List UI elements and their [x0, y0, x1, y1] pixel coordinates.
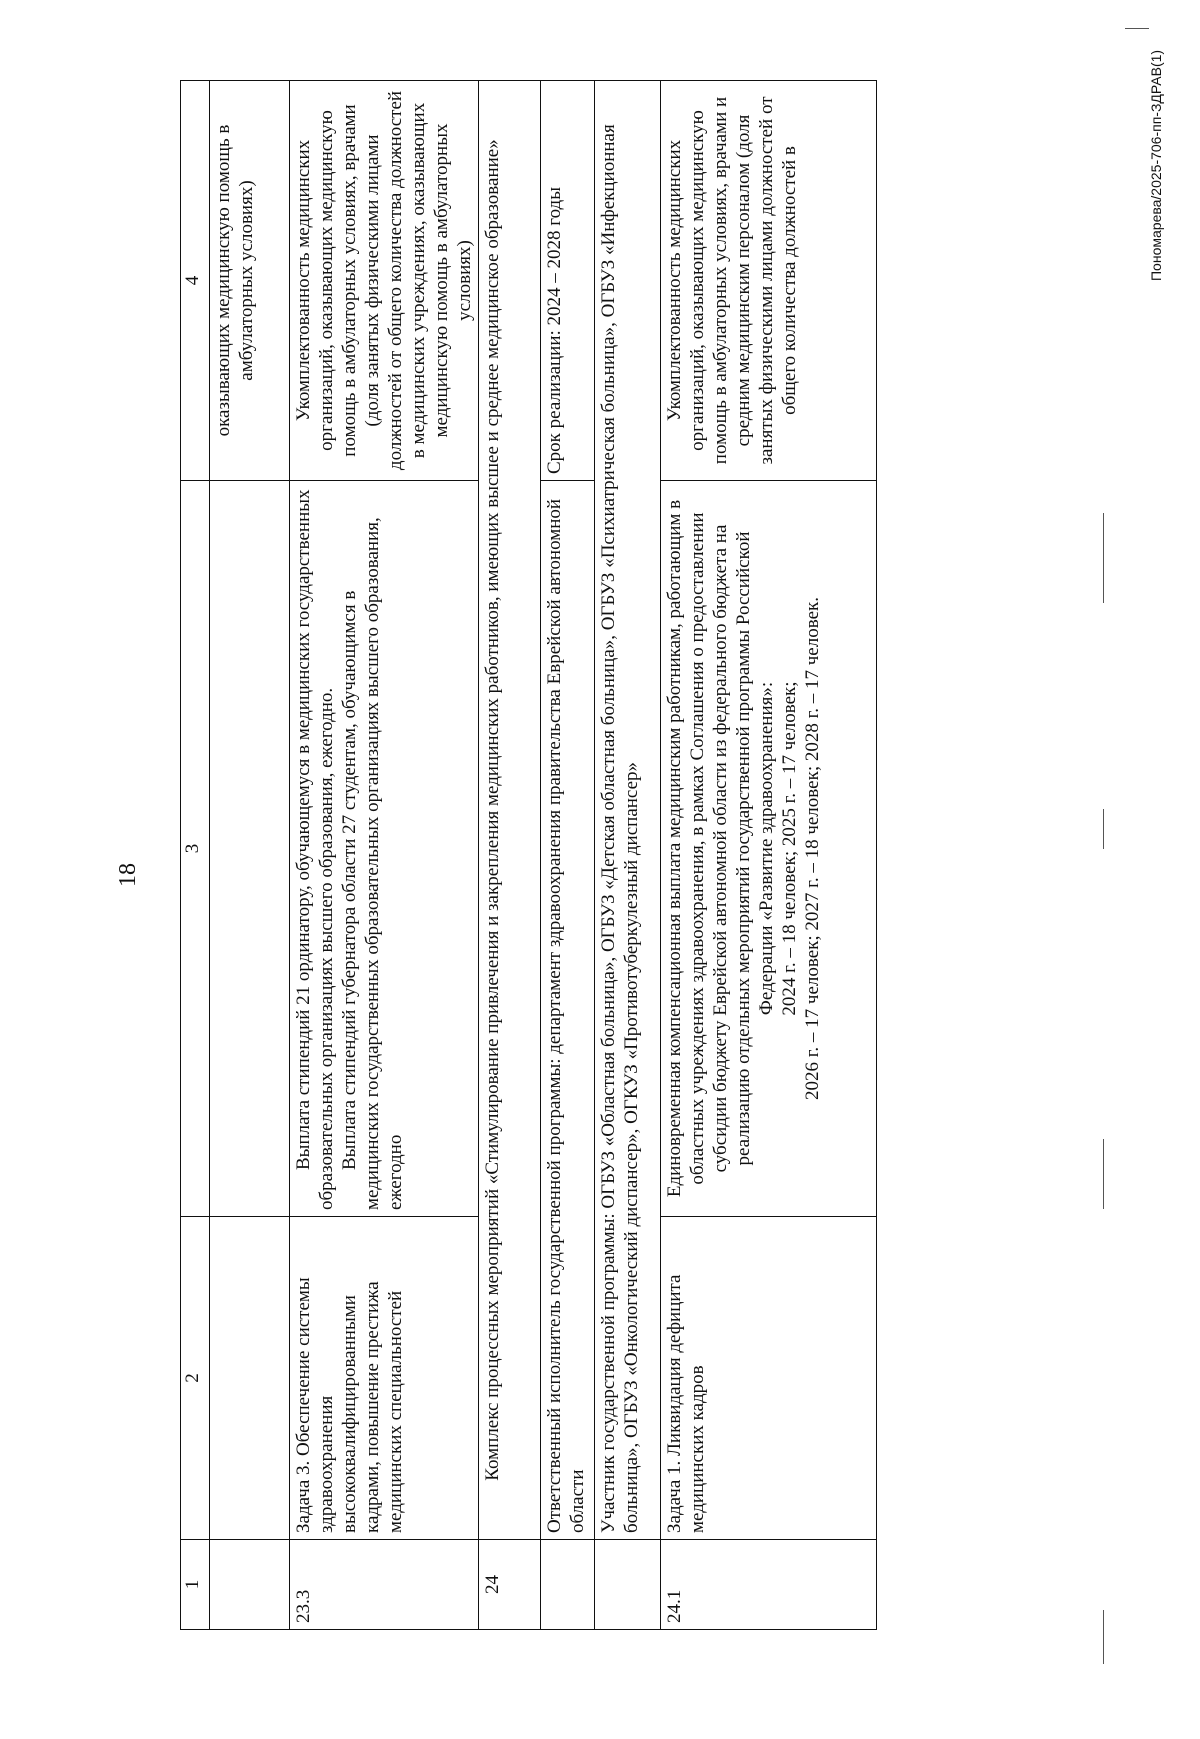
description-cell — [661, 481, 877, 1217]
table-row-24-1 — [661, 81, 877, 1630]
result-cell: Укомплектованность медицинских организаций, оказывающих медицинскую помощь в амбулаторных условиях, врачами и средним медицинским персоналом (доля занятых физическими лицами должностей от общего количества должностей в — [661, 81, 877, 481]
header-col-1: 1 — [181, 1540, 210, 1630]
responsible-row — [541, 81, 595, 1630]
result-cell: Укомплектованность медицинских организаций, оказывающих медицинскую помощь в амбулаторных условиях, врачами (доля занятых физическими лицами должностей от общего количества должностей в медицинских учреждениях, оказывающих медицинскую помощь в амбулаторных условиях) — [290, 81, 479, 481]
implementation-period: Срок реализации: 2024 – 2028 годы — [541, 81, 595, 481]
program-participant: Участник государственной программы: ОГБУЗ «Областная больница», ОГБУЗ «Детская областная больница», ОГБУЗ «Психиатрическая больница», ОГБУЗ «Инфекционная больница», ОГБУЗ «Онкологический диспансер», ОГКУЗ «Противотуберкулезный диспансер» — [595, 81, 661, 1540]
continuation-row — [210, 81, 290, 1630]
scan-line — [1103, 513, 1104, 603]
scan-mark — [1125, 28, 1149, 29]
header-col-3: 3 — [181, 481, 210, 1217]
task-cell: Задача 3. Обеспечение системы здравоохранения высококвалифицированными кадрами, повышение престижа медицинских специальностей — [290, 1217, 479, 1540]
task-cell: Задача 1. Ликвидация дефицита медицинских кадров — [661, 1217, 877, 1540]
row-number: 24.1 — [661, 1540, 877, 1630]
description-years-2: 2026 г. – 17 человек; 2027 г. – 18 человек; 2028 г. – 17 человек. — [802, 597, 823, 1100]
footer-code: Пономарева/2025-706-пп-ЗДРАВ(1) — [1148, 49, 1164, 281]
description-text: Единовременная компенсационная выплата медицинским работникам, работающим в областных учреждениях здравоохранения, в рамках Соглашения о предоставлении субсидии бюджету Еврейской автономной области из федерального бюджета на реализацию отдельных мероприятий государственной программы Российской Федерации «Развитие здравоохранения»: — [664, 499, 777, 1198]
participant-row — [595, 81, 661, 1630]
table-row-24 — [479, 81, 541, 1630]
header-row — [181, 81, 210, 1630]
page-number: 18 — [115, 863, 141, 887]
description-paragraph-2: Выплата стипендий губернатора области 27 студентам, обучающимся в медицинских государственных образовательных организациях высшего образования, ежегодно — [339, 517, 406, 1210]
description-paragraph-1: Выплата стипендий 21 ординатору, обучающемуся в медицинских государственных образовательных организациях высшего образования, ежегодно. — [293, 489, 337, 1210]
scan-line — [1103, 1139, 1104, 1209]
responsible-executor: Ответственный исполнитель государственной программы: департамент здравоохранения правительства Еврейской автономной области — [541, 481, 595, 1540]
scan-line — [1103, 809, 1104, 849]
description-years-1: 2024 г. – 18 человек; 2025 г. – 17 человек; — [779, 681, 800, 1016]
header-col-4: 4 — [181, 81, 210, 481]
header-col-2: 2 — [181, 1217, 210, 1540]
table-row-23-3 — [290, 81, 479, 1630]
row-number: 24 — [479, 1540, 541, 1630]
complex-title: Комплекс процессных мероприятий «Стимулирование привлечения и закрепления медицинских работников, имеющих высшее и среднее медицинское образование» — [479, 81, 541, 1540]
scan-line — [1103, 1610, 1104, 1664]
description-cell — [290, 481, 479, 1217]
row-number: 23.3 — [290, 1540, 479, 1630]
continuation-result: оказывающих медицинскую помощь в амбулаторных условиях) — [210, 81, 290, 481]
program-table — [180, 80, 877, 1630]
